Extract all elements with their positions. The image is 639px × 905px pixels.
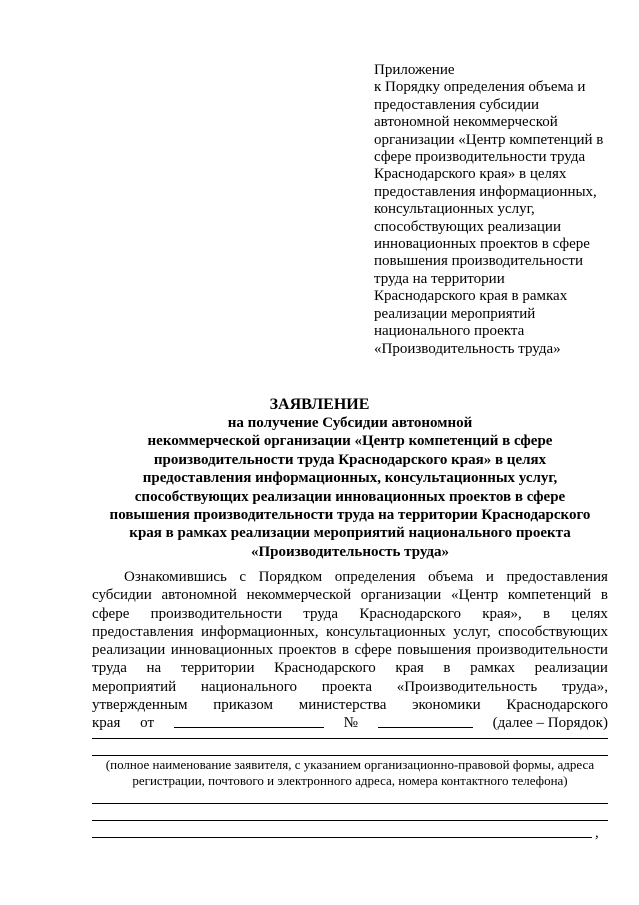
word: автономной bbox=[161, 587, 237, 604]
appendix-line: консультационных услуг, bbox=[374, 201, 535, 218]
subtitle-line: способствующих реализации инновационных проектов в сфере bbox=[134, 488, 566, 505]
body-line bbox=[92, 678, 608, 696]
word: в bbox=[443, 660, 451, 677]
appendix-line: способствующих реализации bbox=[374, 218, 561, 235]
body-line bbox=[92, 696, 608, 714]
word: Краснодарского bbox=[359, 605, 461, 622]
appendix-line: Приложение bbox=[374, 62, 455, 78]
word: территории bbox=[180, 660, 255, 677]
body-line bbox=[92, 641, 608, 659]
order-date-field[interactable] bbox=[174, 714, 324, 728]
word: в bbox=[543, 605, 551, 622]
subtitle-line: предоставления информационных, консультационных услуг, bbox=[142, 470, 558, 487]
word: проекта bbox=[321, 678, 373, 695]
caption-line: (полное наименование заявителя, с указанием организационно-правовой формы, адреса bbox=[105, 757, 595, 772]
applicant-details-line[interactable] bbox=[92, 820, 608, 821]
word: труда», bbox=[561, 678, 608, 695]
word: предоставления bbox=[506, 569, 608, 585]
word: компетенций bbox=[507, 587, 592, 604]
applicant-details-line[interactable] bbox=[92, 803, 608, 804]
word: национального bbox=[200, 678, 298, 695]
appendix-line: инновационных проектов в сфере bbox=[374, 236, 590, 253]
word: приказом bbox=[213, 697, 274, 714]
word: и bbox=[485, 569, 494, 585]
word: субсидии bbox=[92, 587, 152, 604]
word: целях bbox=[571, 605, 608, 622]
word: сфере bbox=[92, 605, 130, 622]
body-line bbox=[92, 659, 608, 677]
subtitle-line: некоммерческой организации «Центр компетенций в сфере bbox=[147, 433, 553, 450]
appendix-line: Краснодарского края в рамках bbox=[374, 288, 568, 305]
word: министерства bbox=[298, 697, 387, 714]
appendix-line: сфере производительности труда bbox=[374, 149, 586, 166]
caption-line: регистрации, почтового и электронного адреса, номера контактного телефона) bbox=[132, 773, 568, 788]
word: труда bbox=[92, 660, 127, 677]
word: «Производительность bbox=[396, 678, 538, 695]
body-line bbox=[92, 623, 608, 641]
word: организации bbox=[360, 587, 442, 604]
number-sign: № bbox=[343, 715, 358, 732]
appendix-line: к Порядку определения объема и bbox=[374, 79, 586, 96]
appendix-line: «Производительность труда» bbox=[374, 340, 561, 357]
word: некоммерческой bbox=[246, 587, 352, 604]
applicant-caption bbox=[92, 757, 608, 789]
word: утвержденным bbox=[92, 697, 188, 714]
word: Ознакомившись bbox=[124, 569, 227, 585]
word: на bbox=[146, 660, 162, 677]
applicant-name-line[interactable] bbox=[92, 738, 608, 739]
body-line bbox=[92, 568, 608, 586]
word: определения bbox=[334, 569, 416, 585]
appendix-line: предоставления субсидии bbox=[374, 96, 540, 113]
word: в bbox=[600, 587, 608, 604]
word: производительности bbox=[150, 605, 282, 622]
order-number-field[interactable] bbox=[378, 714, 473, 728]
word: информационных, bbox=[201, 623, 319, 640]
word: рамках bbox=[470, 660, 515, 677]
word: экономики bbox=[412, 697, 481, 714]
word: способствующих bbox=[498, 623, 608, 640]
word: Краснодарского bbox=[506, 697, 608, 714]
trailing-comma: , bbox=[595, 825, 599, 841]
word: услуг, bbox=[453, 623, 491, 640]
word: консультационных bbox=[326, 623, 446, 640]
appendix-line: реализации мероприятий bbox=[374, 305, 536, 322]
word: сфере bbox=[354, 642, 392, 659]
word: «Центр bbox=[450, 587, 499, 604]
appendix-line: организации «Центр компетенций в bbox=[374, 131, 604, 148]
word: края», bbox=[482, 605, 522, 622]
appendix-line: повышения производительности bbox=[374, 253, 583, 270]
word: края bbox=[395, 660, 424, 677]
document-subtitle bbox=[100, 414, 600, 561]
word: Краснодарского bbox=[274, 660, 376, 677]
word: реализации bbox=[92, 642, 166, 659]
subtitle-line: края в рамках реализации мероприятий национального проекта bbox=[129, 525, 571, 542]
subtitle-line: «Производительность труда» bbox=[250, 543, 450, 560]
word: производительности bbox=[476, 642, 608, 659]
word: проектов bbox=[278, 642, 337, 659]
word: от bbox=[140, 715, 155, 732]
subtitle-line: на получение Субсидии автономной bbox=[227, 415, 473, 431]
applicant-name-line[interactable] bbox=[92, 755, 608, 756]
word: труда bbox=[303, 605, 339, 622]
appendix-block bbox=[374, 62, 624, 358]
body-paragraph bbox=[92, 568, 608, 733]
body-line bbox=[92, 714, 608, 732]
applicant-details-line[interactable] bbox=[92, 837, 592, 838]
appendix-line: Краснодарского края» в целях bbox=[374, 166, 567, 183]
appendix-line: предоставления информационных, bbox=[374, 183, 597, 200]
word: в bbox=[341, 642, 349, 659]
body-line bbox=[92, 586, 608, 604]
subtitle-line: производительности труда Краснодарского края» в целях bbox=[153, 451, 547, 468]
word: с bbox=[239, 569, 247, 585]
word: реализации bbox=[534, 660, 608, 677]
word: инновационных bbox=[170, 642, 274, 659]
body-line bbox=[92, 605, 608, 623]
appendix-line: автономной некоммерческой bbox=[374, 114, 558, 131]
word: повышения bbox=[397, 642, 472, 659]
word: Порядком bbox=[258, 569, 323, 585]
appendix-line: национального проекта bbox=[374, 323, 525, 340]
word: предоставления bbox=[92, 623, 194, 640]
appendix-line: труда на территории bbox=[374, 270, 505, 287]
word: края bbox=[92, 715, 121, 732]
word: мероприятий bbox=[92, 678, 177, 695]
document-title: ЗАЯВЛЕНИЕ bbox=[269, 396, 370, 413]
word: (далее – Порядок) bbox=[492, 715, 608, 732]
word: объема bbox=[428, 569, 474, 585]
subtitle-line: повышения производительности труда на территории Краснодарского bbox=[109, 507, 591, 524]
